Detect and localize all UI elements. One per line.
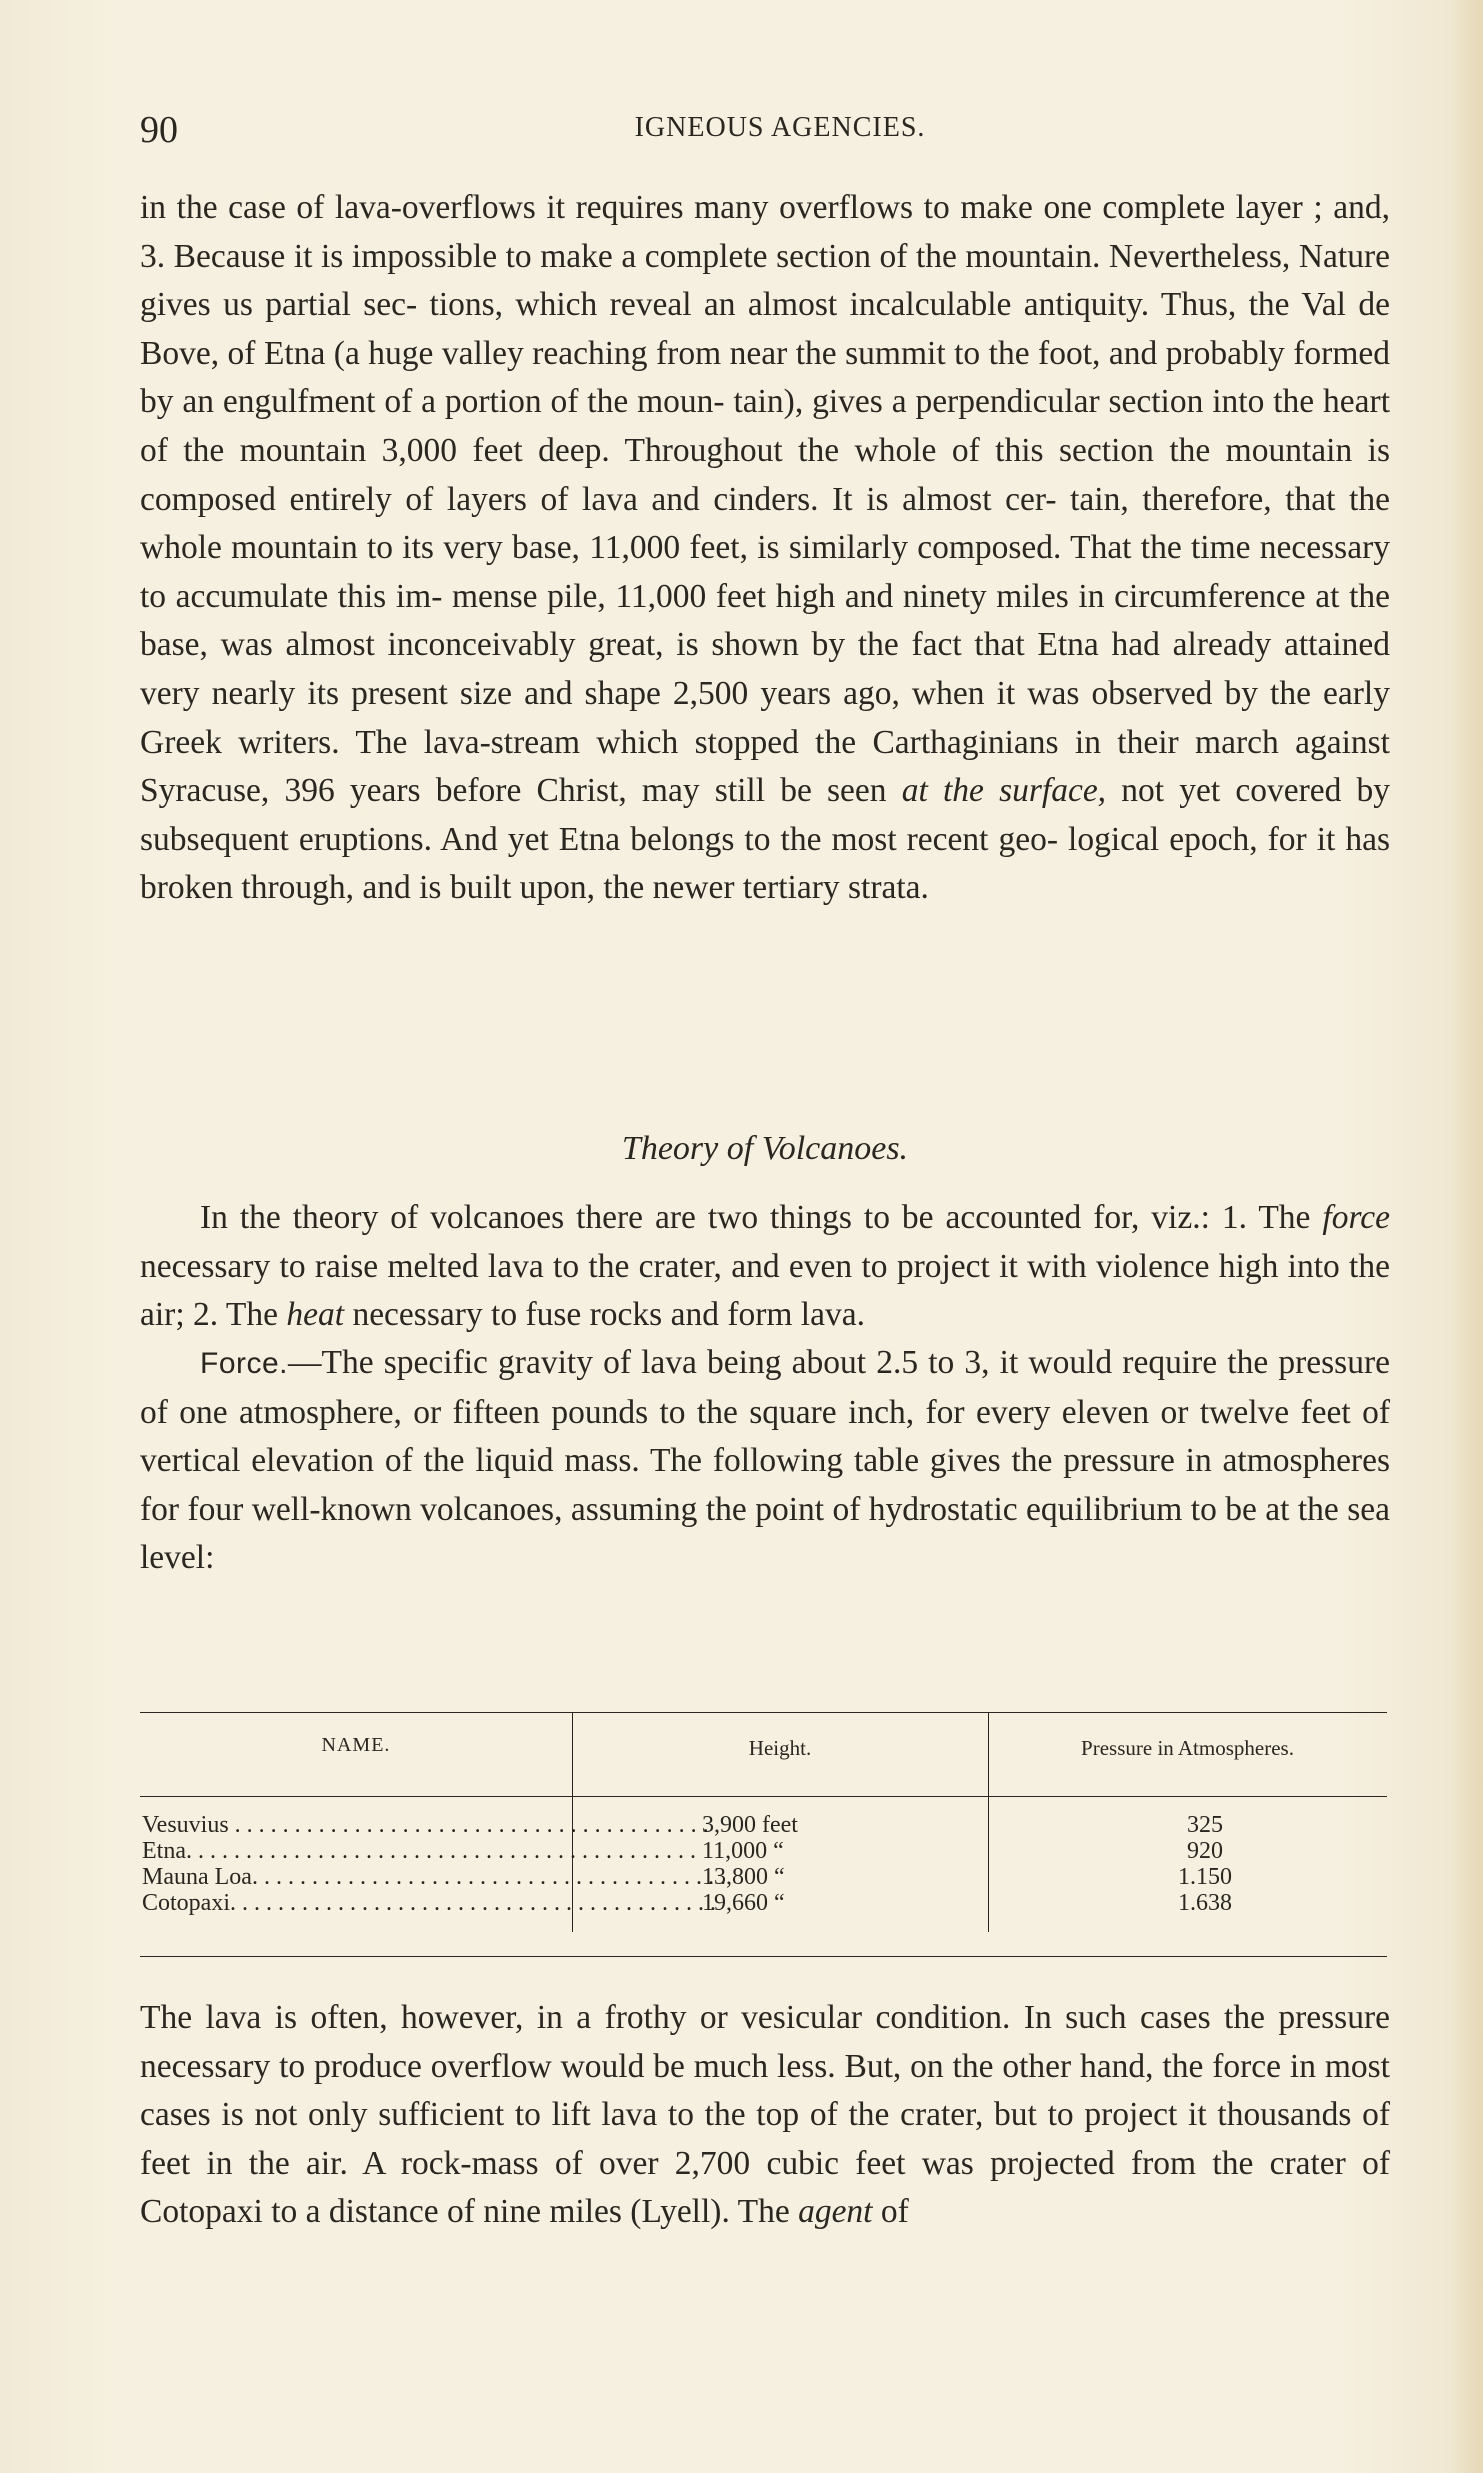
volcano-name-cell: Etna. . . . . . . . . . . . . . . . . . . . . . . . . . . . . . . . . . . . . . . . . . . (142, 1838, 696, 1864)
volcano-pressure-table (140, 1712, 1387, 1958)
paragraph-label: Force. (200, 1347, 289, 1380)
paragraph-text-end: of (880, 2193, 909, 2231)
table-row (140, 1838, 1387, 1864)
height-cell: 19,660 “ (702, 1890, 785, 1916)
table-header-pressure: Pressure in Atmospheres. (1081, 1736, 1294, 1760)
running-head (140, 108, 1390, 158)
height-cell: 13,800 “ (702, 1864, 785, 1890)
paragraph-text: The lava is often, however, in a frothy or vesicular condition. In such cases the pressure necessary to produce overflow would be much less. But, on the other hand, the force in most cases is not only sufficient to lift lava to the top of the crater, but to project it thousands of feet in the air. A rock-mass of over 2,700 cubic feet was projected from the crater of Cotopaxi to a distance of nine miles (Lyell). The (140, 1999, 1390, 2231)
body-paragraph-1 (140, 184, 1390, 913)
table-row (140, 1890, 1387, 1916)
pressure-cell: 325 (1187, 1812, 1223, 1838)
body-paragraph-4 (140, 1994, 1390, 2237)
height-cell: 11,000 “ (702, 1838, 784, 1864)
body-paragraph-3 (140, 1339, 1390, 1583)
emphasis-agent: agent (798, 2193, 873, 2231)
table-row (140, 1864, 1387, 1890)
emphasis-force: force (1322, 1199, 1390, 1236)
volcano-name-cell: Mauna Loa. . . . . . . . . . . . . . . . . . . . . . . . . . . . . . . . . . . . . . . . (142, 1864, 726, 1890)
pressure-cell: 1.150 (1178, 1864, 1232, 1890)
volcano-name-cell: Vesuvius . . . . . . . . . . . . . . . . . . . . . . . . . . . . . . . . . . . . . . . . (142, 1812, 709, 1838)
paragraph-text: in the case of lava-overflows it requires many overflows to make one complete layer ; and, 3. Because it is impossible to make a complete section of the mountain. Nevertheless, Nature gives us partial sec- tions, which reveal an almost incalculable antiquity. Thus, the Val de Bove, of Etna (a huge valley reaching from near the summit to the foot, and probably formed by an engulfment of a portion of the moun- tain), gives a perpendicular section into the heart of the mountain 3,000 feet deep. Throughout the whole of this section the mountain is composed entirely of layers of lava and cinders. It is almost cer- tain, therefore, that the whole mountain to its very base, 11,000 feet, is similarly composed. That the time necessary to accumulate this im- mense pile, 11,000 feet high and ninety miles in circumference at the base, was almost inconceivably great, is shown by the fact that Etna had already attained very nearly its present size and shape 2,500 years ago, when it was observed by the early Greek writers. The lava-stream which stopped the Carthaginians in their march against Syracuse, 396 years before Christ, may still be seen (140, 189, 1390, 810)
paragraph-text: necessary to raise melted lava to the crater, and even to project it with violence high into the air; 2. The (140, 1247, 1390, 1334)
body-paragraph-2 (140, 1194, 1390, 1340)
table-bottom-rule (140, 1956, 1387, 1957)
table-header-rule (140, 1796, 1387, 1797)
pressure-cell: 920 (1187, 1838, 1223, 1864)
emphasis-text: at the surface, (901, 772, 1107, 810)
running-title: IGNEOUS AGENCIES. (634, 112, 926, 143)
page-edge-shading (1447, 0, 1483, 2473)
paragraph-text: In the theory of volcanoes there are two things to be accounted for, viz.: 1. The (200, 1199, 1311, 1236)
table-body (140, 1812, 1387, 1916)
table-row (140, 1812, 1387, 1838)
height-cell: 3,900 feet (702, 1812, 798, 1838)
section-heading: Theory of Volcanoes. (621, 1130, 909, 1167)
emphasis-heat: heat (286, 1296, 345, 1334)
paragraph-text-end: not yet covered by subsequent eruptions. And yet Etna belongs to the most recent geo- logical epoch, for it has broken through, and is built upon, the newer tertiary strata. (140, 772, 1391, 907)
volcano-name-cell: Cotopaxi. . . . . . . . . . . . . . . . . . . . . . . . . . . . . . . . . . . . . . . . . (142, 1890, 716, 1916)
table-header-name: NAME. (321, 1734, 391, 1756)
paragraph-text: —The specific gravity of lava being about 2.5 to 3, it would require the pressure of one atmosphere, or fifteen pounds to the square inch, for every eleven or twelve feet of vertical elevation of the liquid mass. The following table gives the pressure in atmospheres for four well-known volcanoes, assuming the point of hydrostatic equilibrium to be at the sea level: (140, 1344, 1390, 1577)
table-header-height: Height. (748, 1736, 812, 1760)
page-number: 90 (140, 109, 178, 151)
paragraph-text: necessary to fuse rocks and form lava. (352, 1296, 865, 1334)
table-top-rule (140, 1712, 1387, 1713)
pressure-cell: 1.638 (1178, 1890, 1232, 1916)
